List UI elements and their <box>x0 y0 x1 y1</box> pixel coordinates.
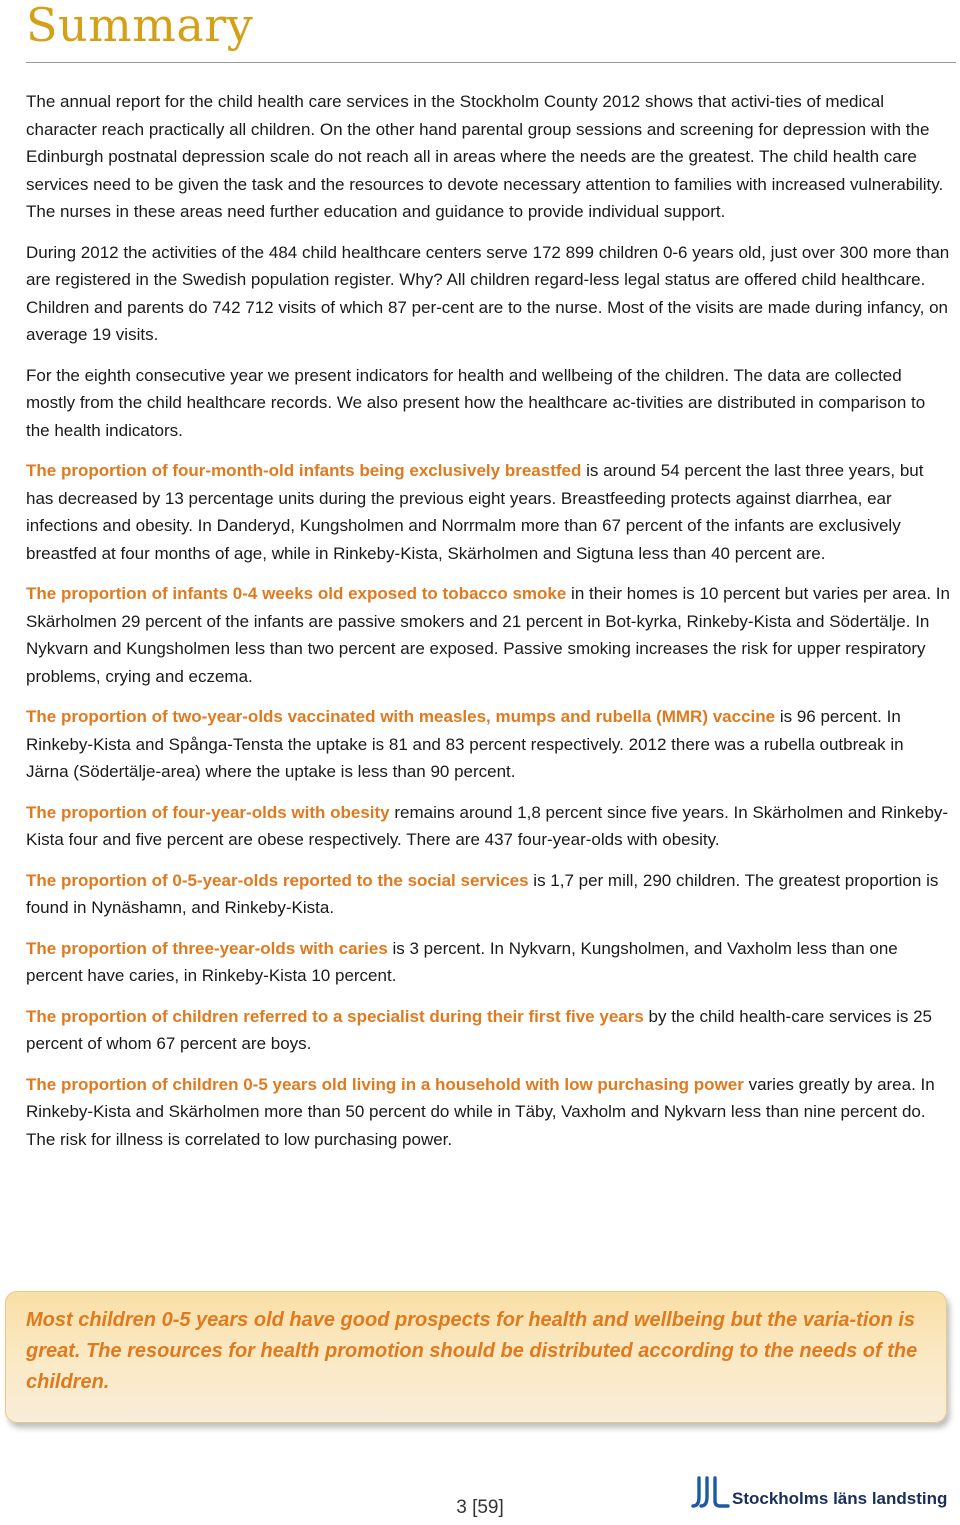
paragraph-highlight: The proportion of children referred to a specialist during their first five years <box>26 1006 644 1026</box>
paragraph-mmr <box>26 703 950 786</box>
paragraph-social-services <box>26 867 950 922</box>
title-divider <box>26 62 956 63</box>
paragraph-text: by the child health-care services is 25 percent of whom 67 percent are boys. <box>26 1006 932 1053</box>
paragraph-text: remains around 1,8 percent since five years. In Skärholmen and Rinkeby-Kista four and five percent are obese respectively. There are 437 four-year-olds with obesity. <box>26 802 949 849</box>
page-number: 3 [59] <box>456 1497 504 1518</box>
paragraph-breastfed <box>26 457 950 567</box>
paragraph-highlight: The proportion of infants 0-4 weeks old exposed to tobacco smoke <box>26 584 567 603</box>
paragraph-indicators <box>26 362 950 445</box>
paragraph-text: is 3 percent. In Nykvarn, Kungsholmen, and Vaxholm less than one percent have caries, in Rinkeby-Kista 10 percent. <box>26 938 898 985</box>
paragraph-text: For the eighth consecutive year we present indicators for health and wellbeing of the children. The data are collected mostly from the child healthcare records. We also present how the healthcare ac-tivities are distributed in comparison to the health indicators. <box>26 365 926 440</box>
paragraph-text: varies greatly by area. In Rinkeby-Kista and Skärholmen more than 50 percent do while in Täby, Vaxholm and Nykvarn less than nine percent do. The risk for illness is correlated to low purchasing power. <box>26 1074 935 1149</box>
paragraph-highlight: The proportion of two-year-olds vaccinated with measles, mumps and rubella (MMR) vaccine <box>26 707 776 726</box>
paragraph-text: is 96 percent. In Rinkeby-Kista and Spånga-Tensta the uptake is 81 and 83 percent respectively. 2012 there was a rubella outbreak in Järna (Södertälje-area) where the uptake is less than 90 percent. <box>26 707 904 781</box>
paragraph-text: is around 54 percent the last three years, but has decreased by 13 percentage units during the previous eight years. Breastfeeding protects against diarrhea, ear infections and obesity. In Danderyd, Kungsholmen and Norrmalm more than 67 percent of the infants are exclusively breastfed at four months of age, while in Rinkeby-Kista, Skärholmen and Sigtuna less than 40 percent are. <box>26 461 924 563</box>
paragraph-text: During 2012 the activities of the 484 child healthcare centers serve 172 899 children 0-6 years old, just over 300 more than are registered in the Swedish population register. Why? All children regard-less legal status are offered child healthcare. Children and parents do 742 712 visits of which 87 per-cent are to the nurse. Most of the visits are made during infancy, on average 19 visits. <box>26 242 950 344</box>
paragraph-purchasing-power <box>26 1071 950 1154</box>
logo-text: Stockholms läns landsting <box>732 1489 948 1508</box>
paragraph-caries <box>26 935 950 990</box>
callout-text: Most children 0-5 years old have good prospects for health and wellbeing but the varia-tion is great. The resources for health promotion should be distributed according to the needs of the children. <box>26 1309 918 1393</box>
paragraph-tobacco <box>26 580 950 690</box>
summary-body <box>26 88 950 1166</box>
paragraph-activities <box>26 239 950 349</box>
paragraph-obesity <box>26 799 950 854</box>
organization-logo <box>690 1475 950 1515</box>
paragraph-specialist <box>26 1003 950 1058</box>
sll-logo-icon <box>690 1475 730 1511</box>
paragraph-intro <box>26 88 950 226</box>
conclusion-callout <box>5 1291 947 1423</box>
paragraph-highlight: The proportion of four-month-old infants being exclusively breastfed <box>26 461 582 480</box>
paragraph-text: The annual report for the child health care services in the Stockholm County 2012 shows that activi-ties of medical character reach practically all children. On the other hand parental group sessions and screening for depression with the Edinburgh postnatal depression scale do not reach all in areas where the needs are the greatest. The child health care services need to be given the task and the resources to devote necessary attention to families with increased vulnerability. The nurses in these areas need further education and guidance to provide individual support. <box>26 92 944 221</box>
page-title: Summary <box>26 0 254 52</box>
paragraph-text: in their homes is 10 percent but varies per area. In Skärholmen 29 percent of the infants are passive smokers and 21 percent in Bot-kyrka, Rinkeby-Kista and Södertälje. In Nykvarn and Kungsholmen less than two percent are exposed. Passive smoking increases the risk for upper respiratory problems, crying and eczema. <box>26 584 950 686</box>
paragraph-highlight: The proportion of four-year-olds with obesity <box>26 802 390 822</box>
paragraph-highlight: The proportion of 0-5-year-olds reported to the social services <box>26 870 529 890</box>
paragraph-text: is 1,7 per mill, 290 children. The greatest proportion is found in Nynäshamn, and Rinkeby-Kista. <box>26 870 939 917</box>
paragraph-highlight: The proportion of children 0-5 years old living in a household with low purchasing power <box>26 1074 744 1094</box>
paragraph-highlight: The proportion of three-year-olds with caries <box>26 938 388 958</box>
